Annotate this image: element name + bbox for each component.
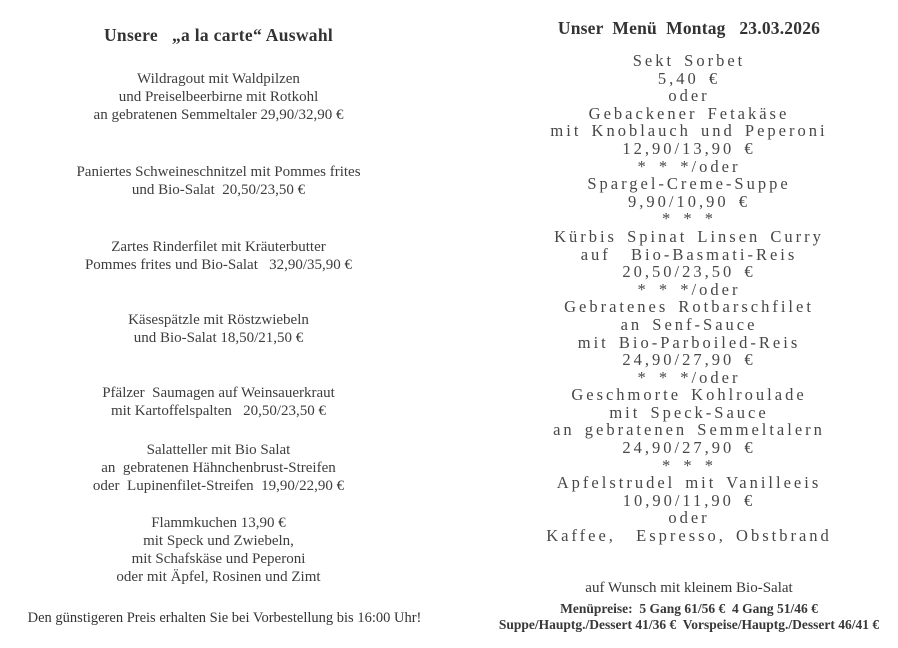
menu-separator-line: * * */oder [637,367,741,387]
menu-item-line: Flammkuchen 13,90 € [151,515,286,531]
menu-item-line: Zartes Rinderfilet mit Kräuterbutter [111,239,326,255]
menu-item-line: mit Schafskäse und Peperoni [131,551,306,567]
menu-item-line: oder Lupinenfilet-Streifen 19,90/22,90 € [92,478,345,494]
menu-line: Geschmorte Kohlroulade [571,385,807,405]
menu-line: Sekt Sorbet [632,51,746,70]
menu-line: Gebackener Fetakäse [588,103,790,123]
a-la-carte-title: Unsere „a la carte“ Auswahl [103,25,334,45]
menu-line: 12,90/13,90 € [622,138,756,158]
menu-line: Kürbis Spinat Linsen Curry [554,226,824,246]
menu-separator-line: * * */oder [637,279,741,299]
menu-item-line: oder mit Äpfel, Rosinen und Zimt [116,569,321,585]
menu-line: mit Bio-Parboiled-Reis [577,332,801,352]
menu-item-line: Pfälzer Saumagen auf Weinsauerkraut [102,385,335,401]
menu-prices-line-2: Suppe/Hauptg./Dessert 41/36 € Vorspeise/Hauptg./Dessert 46/41 € [498,617,880,632]
menu-line: 9,90/10,90 € [628,191,750,211]
a-la-carte-column [0,0,437,648]
menu-item-salatteller [0,441,437,495]
menu-item-schnitzel [0,163,437,199]
menu-item-line: und Bio-Salat 18,50/21,50 € [133,330,304,346]
menu-line: 20,50/23,50 € [622,262,756,282]
menu-item-line: an gebratenen Semmeltaler 29,90/32,90 € [93,107,344,123]
menu-item-kaesespaetzle [0,311,437,347]
menu-item-line: mit Kartoffelspalten 20,50/23,50 € [110,403,327,419]
menu-item-line: an gebratenen Hähnchenbrust-Streifen [101,460,336,476]
menu-line: Spargel-Creme-Suppe [587,174,791,194]
menu-item-line: Käsespätzle mit Röstzwiebeln [128,312,309,328]
menu-item-rinderfilet [0,238,437,274]
menu-prices-line-1: Menüpreise: 5 Gang 61/56 € 4 Gang 51/46 € [560,601,818,616]
menu-line: 5,40 € [657,68,721,88]
menu-line: Gebratenes Rotbarschfilet [564,297,814,317]
menu-separator-line: * * * [662,455,716,475]
menu-line: 24,90/27,90 € [622,350,756,370]
menu-item-line: mit Speck und Zwiebeln, [143,533,294,549]
daily-menu-column [480,0,898,648]
menu-item-line: Salatteller mit Bio Salat [146,442,291,458]
menu-line: 10,90/11,90 € [622,490,756,510]
menu-item-wildragout [0,70,437,124]
menu-line: Kaffee, Espresso, Obstbrand [546,526,832,546]
menu-line: an gebratenen Semmeltalern [553,420,825,440]
menu-line: 24,90/27,90 € [622,438,756,458]
menu-item-line: und Preiselbeerbirne mit Rotkohl [118,89,319,105]
menu-line: oder [668,86,710,106]
daily-menu-lines [480,52,898,545]
preorder-price-note: Den günstigeren Preis erhalten Sie bei Vorbestellung bis 16:00 Uhr! [27,610,422,626]
menu-item-line: Wildragout mit Waldpilzen [137,71,300,87]
menu-item-line: Paniertes Schweineschnitzel mit Pommes frites [76,164,361,180]
menu-separator-line: * * * [662,209,716,229]
menu-item-line: und Bio-Salat 20,50/23,50 € [131,182,306,198]
menu-line: mit Knoblauch und Peperoni [550,121,828,141]
menu-line: auf Bio-Basmati-Reis [580,244,798,264]
menu-item-flammkuchen [0,514,437,586]
menu-item-saumagen [0,384,437,420]
bio-salat-note: auf Wunsch mit kleinem Bio-Salat [585,580,793,596]
menu-line: Apfelstrudel mit Vanilleeis [556,473,822,493]
menu-line: an Senf-Sauce [620,314,758,334]
daily-menu-title: Unser Menü Montag 23.03.2026 [557,18,821,38]
menu-line: mit Speck-Sauce [609,402,769,422]
menu-separator-line: * * */oder [637,156,741,176]
menu-item-line: Pommes frites und Bio-Salat 32,90/35,90 € [84,257,353,273]
menu-line: oder [668,508,710,528]
